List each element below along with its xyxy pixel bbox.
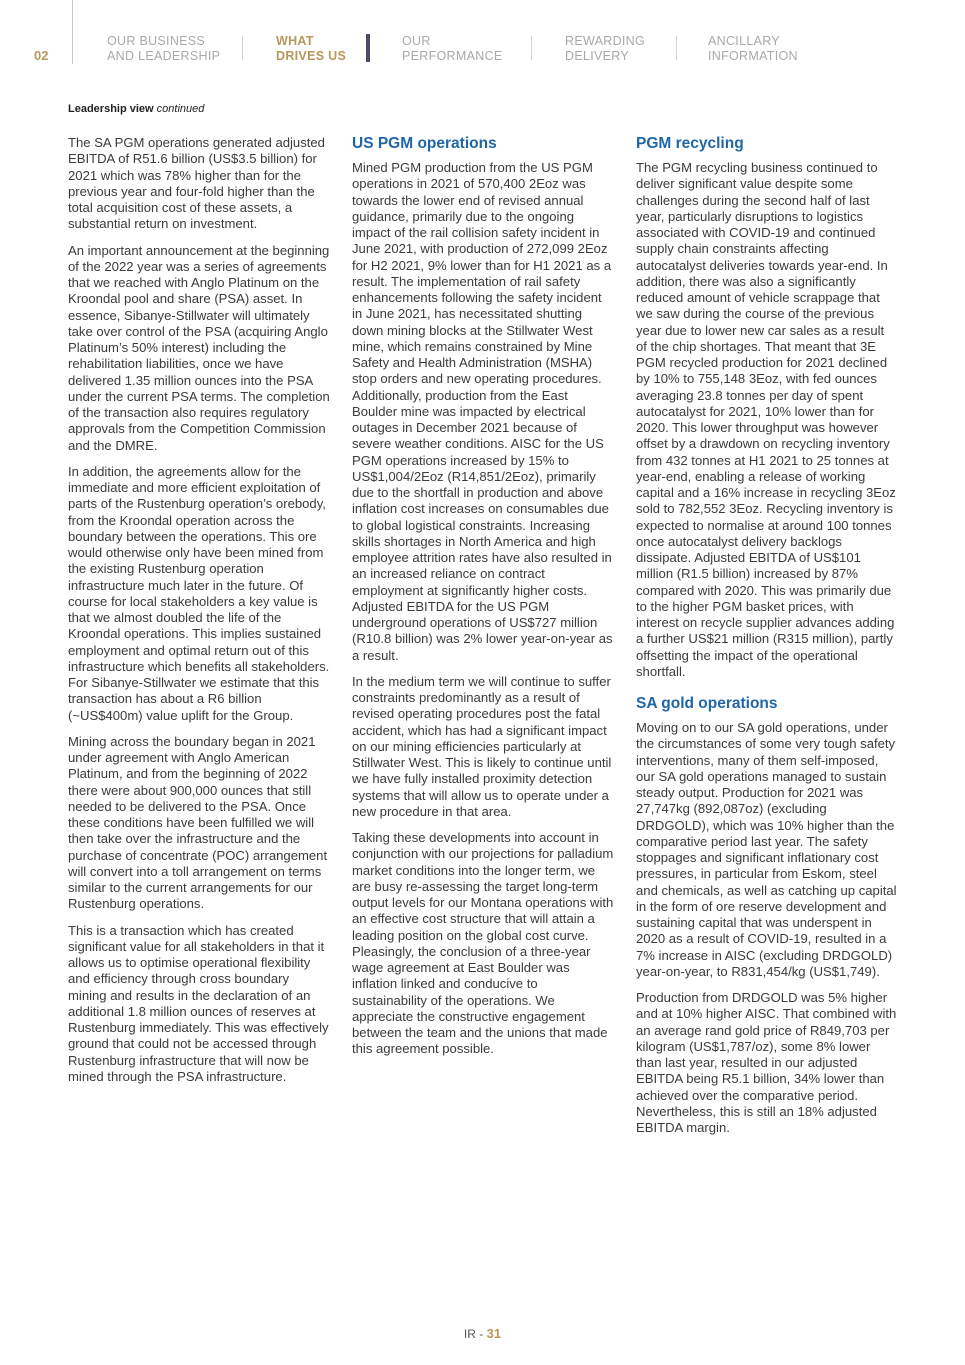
- paragraph: The PGM recycling business continued to deliver significant value despite some challenges during the second half of last year, particularly disruptions to logistics associated with COVID-19 and continued supply chain constraints affecting autocatalyst deliveries towards year-end. In addition, there was also a significantly reduced amount of vehicle scrappage that we saw during the course of the previous year due to lower new car sales as a result of the chip shortages. That meant that 3E PGM recycled production for 2021 declined by 10% to 755,148 3Eoz, with fed ounces averaging 23.8 tonnes per day of spent autocatalyst for 2021, 10% lower than for 2020. This lower throughput was however offset by a drawdown on recycling inventory from 432 tonnes at H1 2021 to 25 tonnes at year-end, enabling a release of working capital and a 16% increase in recycling 3Eoz sold to 782,552 3Eoz. Recycling inventory is expected to normalise at around 100 tonnes once autocatalyst delivery backlogs dissipate. Adjusted EBITDA of US$101 million (R1.5 billion) increased by 87% compared with 2020. This was primarily due to the higher PGM basket prices, with interest on recycle supplier advances adding a further US$21 million (R315 million), partly offsetting the impact of the operational shortfall.: [636, 160, 896, 679]
- paragraph: Mined PGM production from the US PGM operations in 2021 of 570,400 2Eoz was towards the lower end of revised annual guidance, primarily due to the ongoing impact of the rail collision safety incident in June 2021, with production of 272,099 2Eoz for H2 2021, 9% lower than for H1 2021 as a result. The implementation of rail safety enhancements following the safety incident in June 2021, has necessitated shutting down mining blocks at the Stillwater West mine, which remains constrained by Mine Safety and Health Administration (MSHA) stop orders and new operating procedures. Additionally, production from the East Boulder mine was impacted by electrical outages in December 2021 because of severe weather conditions. AISC for the US PGM operations increased by 15% to US$1,004/2Eoz (R14,851/2Eoz), primarily due to the shortfall in production and above inflation cost increases on consumables due to global logistical constraints. Increasing skills shortages in North America and high employee attrition rates have also resulted in an increased reliance on contract employment at significantly higher costs. Adjusted EBITDA for the US PGM underground operations of US$727 million (R10.8 billion) was 2% lower year-on-year as a result.: [352, 160, 613, 663]
- paragraph: Taking these developments into account in conjunction with our projections for palladium market conditions into the longer term, we are busy re-assessing the target long-term output levels for our Montana operations with an effective cost structure that will attain a leading position on the global cost curve. Pleasingly, the conclusion of a three-year wage agreement at East Boulder was inflation linked and conducive to sustainability of the operations. We appreciate the constructive engagement between the team and the unions that made this agreement possible.: [352, 830, 614, 1057]
- paragraph: Mining across the boundary began in 2021 under agreement with Anglo American Platinum, and from the beginning of 2022 there were about 900,000 ounces that still needed to be delivered to the PSA. Once these conditions have been fulfilled we will then take over the infrastructure and the purchase of concentrate (POC) arrangement will convert into a toll arrangement on terms similar to the current arrangements for our Rustenburg operations.: [68, 733, 328, 912]
- header-divider: [72, 0, 73, 64]
- column-middle: [352, 134, 614, 1068]
- nav-rewarding-delivery[interactable]: [565, 34, 645, 64]
- nav-our-performance-line2: PERFORMANCE: [402, 49, 503, 63]
- section-subtitle: [68, 103, 204, 115]
- nav-active-marker: [366, 34, 370, 62]
- nav-our-performance-line1: OUR: [402, 34, 431, 48]
- nav-what-drives-us-line1: WHAT: [276, 34, 314, 48]
- paragraph: The SA PGM operations generated adjusted EBITDA of R51.6 billion (US$3.5 billion) for 2021 which was 78% higher than for the previous year and four-fold higher than the total acquisition cost of these assets, a substantial return on investment.: [68, 135, 325, 232]
- subtitle-bold: Leadership view: [68, 103, 154, 115]
- paragraph: In the medium term we will continue to suffer constraints predominantly as a result of revised operating procedures post the fatal accident, which has had a significant impact on our mining efficiencies particularly at Stillwater West. This is likely to continue until we have fully installed proximity detection systems that will allow us to operate under a new procedure in that area.: [352, 673, 612, 819]
- nav-rewarding-delivery-line2: DELIVERY: [565, 49, 630, 63]
- paragraph: This is a transaction which has created significant value for all stakeholders in that it allows us to optimise operational flexibility and efficiency through cross boundary mining and results in the declaration of an additional 1.8 million ounces of reserves at Rustenburg immediately. This was effectively ground that could not be accessed through Rustenburg infrastructure that will now be mined through the PSA infrastructure.: [68, 922, 329, 1084]
- heading-sa-gold-operations: SA gold operations: [636, 695, 778, 712]
- nav-our-business-line1: OUR BUSINESS: [107, 34, 206, 48]
- nav-what-drives-us[interactable]: [276, 34, 346, 64]
- nav-separator: [242, 36, 243, 60]
- paragraph: In addition, the agreements allow for the immediate and more efficient exploitation of parts of the Rustenburg operation’s orebody, from the Kroondal operation across the boundary between the operations. This ore would otherwise only have been mined from the existing Rustenburg operation infrastructure much later in the future. Of course for local stakeholders a key value is that we almost doubled the life of the Kroondal operations. This implies sustained employment and optimal return out of this infrastructure which benefits all stakeholders. For Sibanye-Stillwater we estimate that this transaction has about a R6 billion (~US$400m) value uplift for the Group.: [68, 463, 330, 723]
- subtitle-italic: continued: [156, 103, 205, 115]
- heading-us-pgm-operations: US PGM operations: [352, 135, 497, 152]
- nav-our-business-line2: AND LEADERSHIP: [107, 49, 221, 63]
- nav-what-drives-us-line2: DRIVES US: [276, 49, 347, 63]
- page-footer: [0, 1326, 965, 1341]
- paragraph: Moving on to our SA gold operations, under the circumstances of some very tough safety interventions, many of them self-imposed, our SA gold operations managed to sustain steady output. Production for 2021 was 27,747kg (892,087oz) (excluding DRDGOLD), which was 10% higher than the comparative period last year. The safety stoppages and significant inflationary cost pressures, in particular from Eskom, steel and chemicals, as well as catching up capital in the form of ore reserve development and sustaining capital that was underspent in 2020 as a result of COVID-19, resulted in a 7% increase in AISC (excluding DRDGOLD) year-on-year, to R831,454/kg (US$1,749).: [636, 720, 897, 979]
- nav-our-business[interactable]: [107, 34, 220, 64]
- nav-ancillary-information[interactable]: [708, 34, 798, 64]
- column-right: [636, 134, 898, 1146]
- nav-ancillary-information-line1: ANCILLARY: [708, 34, 780, 48]
- section-number: 02: [34, 48, 49, 63]
- paragraph: An important announcement at the beginning of the 2022 year was a series of agreements that we reached with Anglo Platinum on the Kroondal pool and share (PSA) asset. In essence, Sibanye-Stillwater will ultimately take over control of the PSA (acquiring Anglo Platinum’s 50% interest) including the rehabilitation liabilities, once we have delivered 1.35 million ounces into the PSA under the current PSA terms. The completion of the transaction also requires regulatory approvals from the Competition Commission and the DMRE.: [68, 242, 330, 453]
- paragraph: Production from DRDGOLD was 5% higher and at 10% higher AISC. That combined with an average rand gold price of R849,703 per kilogram (US$1,787/oz), some 8% lower than last year, resulted in our adjusted EBITDA being R5.1 billion, 34% lower than achieved over the comparative period. Nevertheless, this is still an 18% adjusted EBITDA margin.: [636, 990, 897, 1135]
- footer-page-number: 31: [486, 1326, 502, 1341]
- nav-separator: [676, 36, 677, 60]
- nav-our-performance[interactable]: [402, 34, 503, 64]
- nav-rewarding-delivery-line1: REWARDING: [565, 34, 646, 48]
- top-navigation: [0, 0, 965, 80]
- nav-separator: [531, 36, 532, 60]
- column-left: [68, 135, 330, 1095]
- heading-pgm-recycling: PGM recycling: [636, 135, 744, 152]
- nav-ancillary-information-line2: INFORMATION: [708, 49, 798, 63]
- footer-prefix: IR -: [463, 1327, 487, 1341]
